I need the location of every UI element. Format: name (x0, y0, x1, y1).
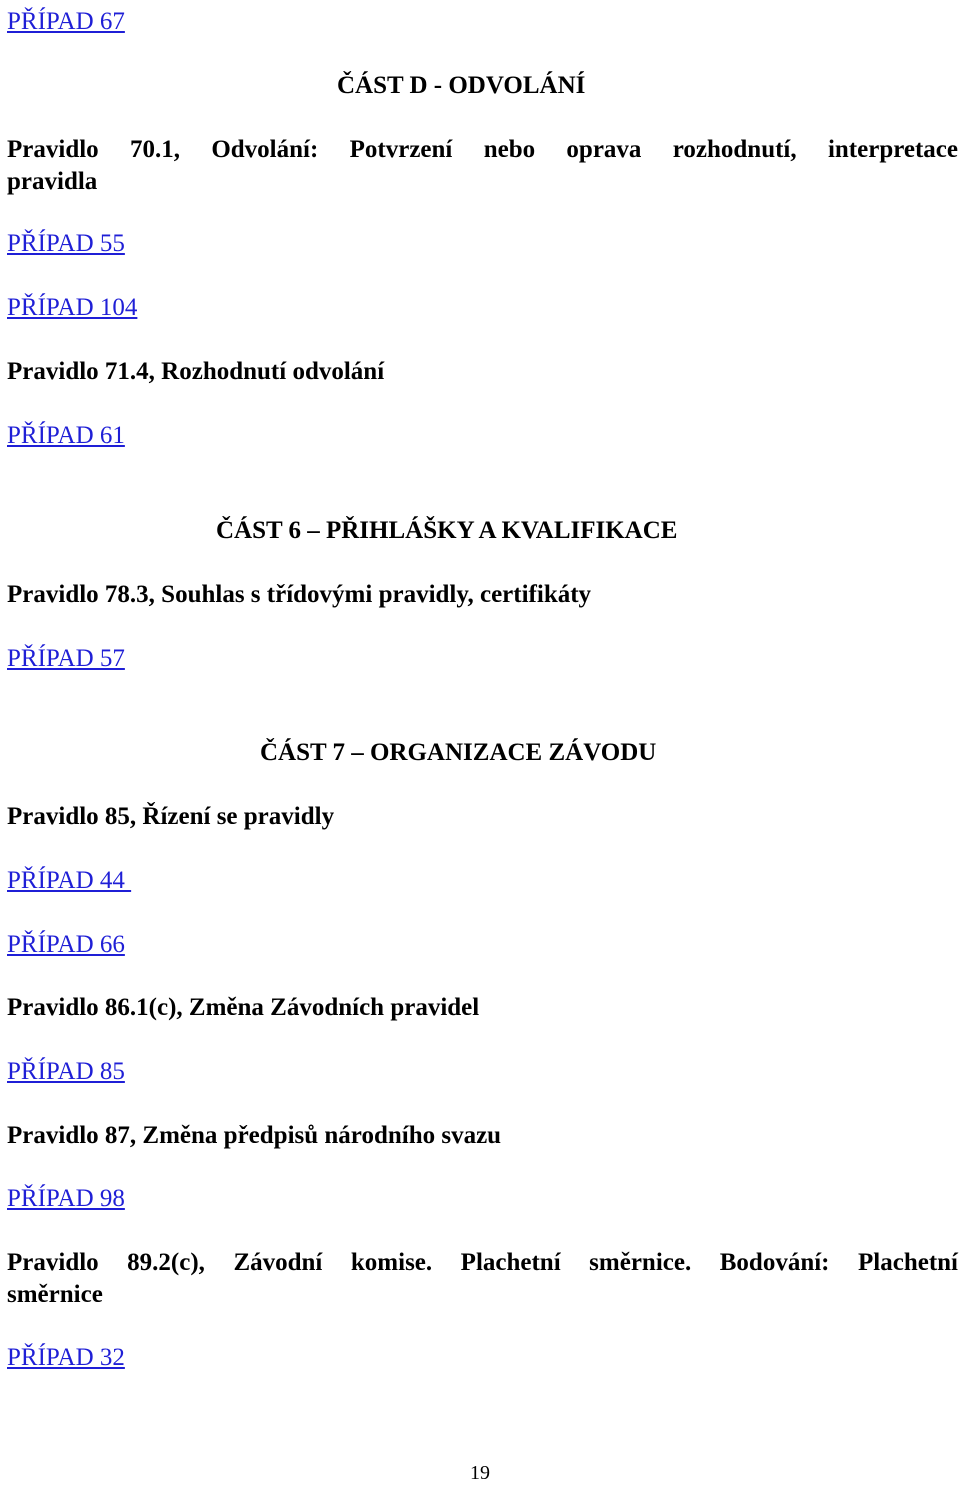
case-link-66[interactable]: PŘÍPAD 66 (7, 931, 125, 958)
section-heading-6: ČÁST 6 – PŘIHLÁŠKY A KVALIFIKACE (216, 517, 678, 544)
rule-70-1-line1: Pravidlo 70.1, Odvolání: Potvrzení nebo oprava rozhodnutí, interpretace (7, 136, 958, 163)
case-link-98[interactable]: PŘÍPAD 98 (7, 1185, 125, 1212)
rule-87: Pravidlo 87, Změna předpisů národního svazu (7, 1122, 502, 1149)
rule-89-2c-line1: Pravidlo 89.2(c), Závodní komise. Plachetní směrnice. Bodování: Plachetní (7, 1249, 958, 1276)
case-link-44[interactable]: PŘÍPAD 44 (7, 867, 132, 894)
rule-70-1-line2: pravidla (7, 168, 98, 195)
rule-71-4: Pravidlo 71.4, Rozhodnutí odvolání (7, 358, 385, 385)
case-link-55[interactable]: PŘÍPAD 55 (7, 230, 125, 257)
case-link-57[interactable]: PŘÍPAD 57 (7, 645, 125, 672)
case-link-67[interactable]: PŘÍPAD 67 (7, 8, 125, 35)
section-heading-d: ČÁST D - ODVOLÁNÍ (337, 72, 586, 99)
section-heading-7: ČÁST 7 – ORGANIZACE ZÁVODU (260, 739, 657, 766)
case-link-32[interactable]: PŘÍPAD 32 (7, 1344, 125, 1371)
rule-89-2c-line2: směrnice (7, 1281, 103, 1308)
case-link-61[interactable]: PŘÍPAD 61 (7, 422, 125, 449)
page-number: 19 (470, 1462, 490, 1484)
rule-78-3: Pravidlo 78.3, Souhlas s třídovými pravidly, certifikáty (7, 581, 592, 608)
rule-85: Pravidlo 85, Řízení se pravidly (7, 803, 335, 830)
case-link-104[interactable]: PŘÍPAD 104 (7, 294, 138, 321)
rule-86-1c: Pravidlo 86.1(c), Změna Závodních pravidel (7, 994, 480, 1021)
case-link-85[interactable]: PŘÍPAD 85 (7, 1058, 125, 1085)
